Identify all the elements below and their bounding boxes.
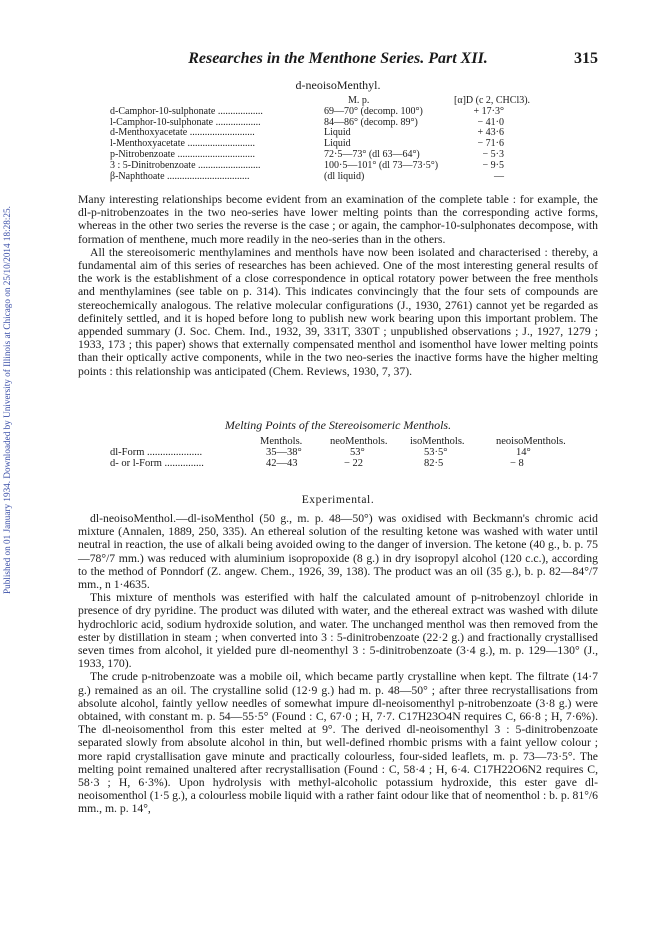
value-cell: 42—43 [266,458,298,469]
row-label: d- or l-Form ............... [110,458,204,469]
compound-cell: l-Menthoxyacetate ........................... [110,138,255,150]
running-title: Researches in the Menthone Series. Part XII. [188,50,488,67]
melting-points-table [78,436,598,469]
column-header-rotation: [α]D (c 2, CHCl3). [454,95,531,106]
page-number: 315 [574,50,598,67]
table-row [78,161,598,172]
compound-cell: l-Camphor-10-sulphonate .................. [110,116,261,128]
value-cell: 82·5 [424,458,444,469]
neoisomenthyl-table [78,96,598,182]
value-cell: 53·5° [424,447,448,458]
compound-cell: d-Camphor-10-sulphonate .................. [110,105,263,117]
column-header: neoMenthols. [330,436,388,447]
column-header: isoMenthols. [410,436,465,447]
paragraph: The crude p-nitrobenzoate was a mobile oil, which became partly crystalline when kept. The filtrate (14·7 g.) remained as an oil. The crystalline solid (12·9 g.) had m. p. 48—50° ; after three recrystallisations from absolute alcohol, faintly yellow needles of somewhat impure dl-neoisomenthyl p-nitrobenzoate (3·8 g.) were obtained, with constant m. p. 54—55·5° (Found : C, 67·0 ; H, 7·7. C17H23O4N requires C, 66·8 ; H, 7·6%). The dl-neoisomenthol from this ester melted at 9°. The derived dl-neoisomenthyl 3 : 5-dinitrobenzoate separated slowly from absolute alcohol in thin, but well-defined rhombic prisms with a faint yellow colour ; more rapid crystallisation gave minute and practically colourless, four-sided leaflets, m. p. 73—73·5°. The melting point remained unaltered after recrystallisation (Found : C, 58·4 ; H, 6·4. C17H22O6N2 requires C, 58·3 ; H, 6·3%). Upon hydrolysis with methyl-alcoholic potassium hydroxide, this ester gave dl-neoisomenthol (1·5 g.), a colourless mobile liquid with a rather faint odour like that of neomenthol : b. p. 81°/6 mm., m. p. 14°, [78,670,598,816]
mp-cell: (dl liquid) [324,170,365,182]
download-notice: Published on 01 January 1934. Downloaded by University of Illinois at Chicago on 25/10/2014 18:28:25. [2,206,12,594]
mp-cell: Liquid [324,127,351,139]
table-row [78,172,598,183]
mp-cell: 84—86° (decomp. 89°) [324,116,418,128]
running-head [78,50,598,70]
table-header-row [78,436,598,447]
rotation-cell: − 9·5 [482,159,504,171]
rotation-cell: + 43·6 [477,127,504,139]
value-cell: − 8 [510,458,524,469]
value-cell: 14° [516,447,531,458]
value-cell: 35—38° [266,447,302,458]
table-title: d-neoisoMenthyl. [295,78,381,92]
rotation-cell: − 41·0 [477,116,504,128]
rotation-cell: + 17·3° [473,105,504,117]
mp-cell: 69—70° (decomp. 100°) [324,105,423,117]
mp-cell: 72·5—73° (dl 63—64°) [324,148,420,160]
rotation-cell: — [494,170,504,182]
column-header: Menthols. [260,436,303,447]
table-row [78,458,598,469]
experimental-text [78,512,598,816]
column-header-mp: M. p. [348,95,370,106]
melting-points-title: Melting Points of the Stereoisomeric Menthols. [224,418,452,432]
column-header: neoisoMenthols. [496,436,566,447]
row-label: dl-Form ..................... [110,447,203,458]
paragraph: Many interesting relationships become evident from an examination of the complete table : for example, the dl-p-nitrobenzoates in the two neo-series have lower melting points than the corresponding active forms, whereas in the other two series the reverse is the case ; or again, the camphor-10-sulphonates decompose, with formation of menthene, much more readily in the neo-series than in the others. [78,193,598,246]
compound-cell: 3 : 5-Dinitrobenzoate ......................... [110,159,261,171]
mp-cell: Liquid [324,138,351,150]
value-cell: 53° [350,447,365,458]
compound-cell: β-Naphthoate ................................. [110,170,250,182]
paragraph: All the stereoisomeric menthylamines and menthols have now been isolated and characterised : thereby, a fundamental aim of this series of researches has been achieved. One of the most interesting general results of the work is the establishment of a close correspondence in optical rotatory power between the free menthols and menthylamines (see table on p. 314). This indicates convincingly that the four sets of compounds are stereochemically analogous. The relative molecular configurations (J., 1930, 2761) cannot yet be regarded as definitely settled, and it is hoped before long to publish new work bearing upon this important problem. The appended summary (J. Soc. Chem. Ind., 1932, 39, 331T, 330T ; unpublished observations ; J., 1927, 1279 ; 1933, 173 ; this paper) shows that externally compensated menthol and isomenthol have lower melting points than their optically active components, while in the two neo-series the inactive forms have the higher melting points : this relationship was anticipated (Chem. Reviews, 1930, 7, 37). [78,245,598,378]
rotation-cell: − 5·3 [482,148,504,160]
rotation-cell: − 71·6 [477,138,504,150]
compound-cell: d-Menthoxyacetate .......................... [110,127,255,139]
paragraph: This mixture of menthols was esterified with half the calculated amount of p-nitrobenzoyl chloride in presence of dry pyridine. The product was diluted with water, and the ethereal extract was washed with dilute hydrochloric acid, sodium hydroxide solution, and water. The unchanged menthol was then removed from the ester by distillation in steam ; when converted into 3 : 5-dinitrobenzoate (22·2 g.) and fractionally crystallised seven times from alcohol, it yielded pure dl-neomenthyl 3 : 5-dinitrobenzoate (3·4 g.), m. p. 129—130° (J., 1933, 170). [78,591,598,671]
table-row [78,447,598,458]
section-heading: Experimental. [301,494,375,506]
mp-cell: 100·5—101° (dl 73—73·5°) [324,159,439,171]
value-cell: − 22 [344,458,364,469]
paragraph: dl-neoisoMenthol.—dl-isoMenthol (50 g., m. p. 48—50°) was oxidised with Beckmann's chromic acid mixture (Annalen, 1889, 250, 335). An ethereal solution of the resulting ketone was washed with water until neutral in reaction, the use of alkali being avoided owing to the danger of inversion. The ketone (40 g., b. p. 75—78°/7 mm.) was reduced with aluminium isopropoxide (8 g.) in dry isopropyl alcohol (120 c.c.), according to the method of Ponndorf (Z. angew. Chem., 1926, 39, 138). The product was an oil (35 g.), b. p. 82—84°/7 mm., n 1·4635. [78,512,598,592]
table-row [78,107,598,118]
discussion-text [78,193,598,378]
compound-cell: p-Nitrobenzoate ............................... [110,148,255,160]
